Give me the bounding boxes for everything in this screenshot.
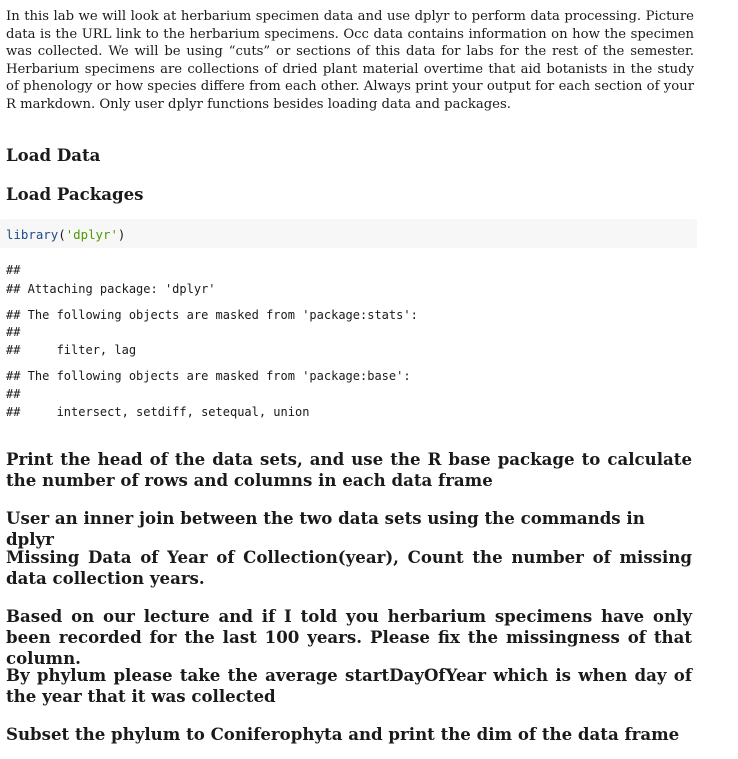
heading-subset: Subset the phylum to Coniferophyta and print the dim of the data frame	[6, 724, 680, 744]
heading-missing-year: Missing Data of Year of Collection(year), Count the number of missing data collection years.	[6, 547, 692, 588]
heading-load-data: Load Data	[6, 145, 101, 165]
code-function: library	[6, 227, 59, 242]
heading-print-head: Print the head of the data sets, and use the R base package to calculate the number of rows and columns in each data frame	[6, 449, 692, 490]
output-line: ## Attaching package: 'dplyr'	[6, 282, 216, 296]
code-block	[0, 219, 697, 248]
code-line	[6, 228, 125, 242]
output-line: ## The following objects are masked from 'package:base':	[6, 369, 411, 383]
output-line: ##	[6, 263, 21, 277]
code-open-paren: (	[58, 227, 66, 242]
output-line: ## The following objects are masked from 'package:stats':	[6, 308, 418, 322]
heading-load-packages: Load Packages	[6, 184, 144, 204]
code-close-paren: )	[117, 227, 126, 242]
heading-fix-missing: Based on our lecture and if I told you herbarium specimens have only been recorded for the last 100 years. Please fix the missingness of that column.	[6, 606, 692, 668]
output-line: ## intersect, setdiff, setequal, union	[6, 405, 310, 419]
output-line: ##	[6, 325, 21, 339]
code-string-arg: 'dplyr'	[65, 227, 118, 242]
heading-inner-join: User an inner join between the two data sets using the commands in dplyr	[6, 508, 645, 549]
heading-by-phylum: By phylum please take the average startDayOfYear which is when day of the year that it was collected	[6, 665, 692, 706]
intro-paragraph: In this lab we will look at herbarium specimen data and use dplyr to perform data processing. Picture data is the URL link to the herbarium specimens. Occ data contains information on how the specimen was collected. We will be using “cuts” or sections of this data for labs for the rest of the semester. Herbarium specimens are collections of dried plant material overtime that aid botanists in the study of phenology or how species differe from each other. Always print your output for each section of your R markdown. Only user dplyr functions besides loading data and packages.	[6, 9, 694, 112]
output-line: ## filter, lag	[6, 343, 137, 357]
output-line: ##	[6, 387, 21, 401]
